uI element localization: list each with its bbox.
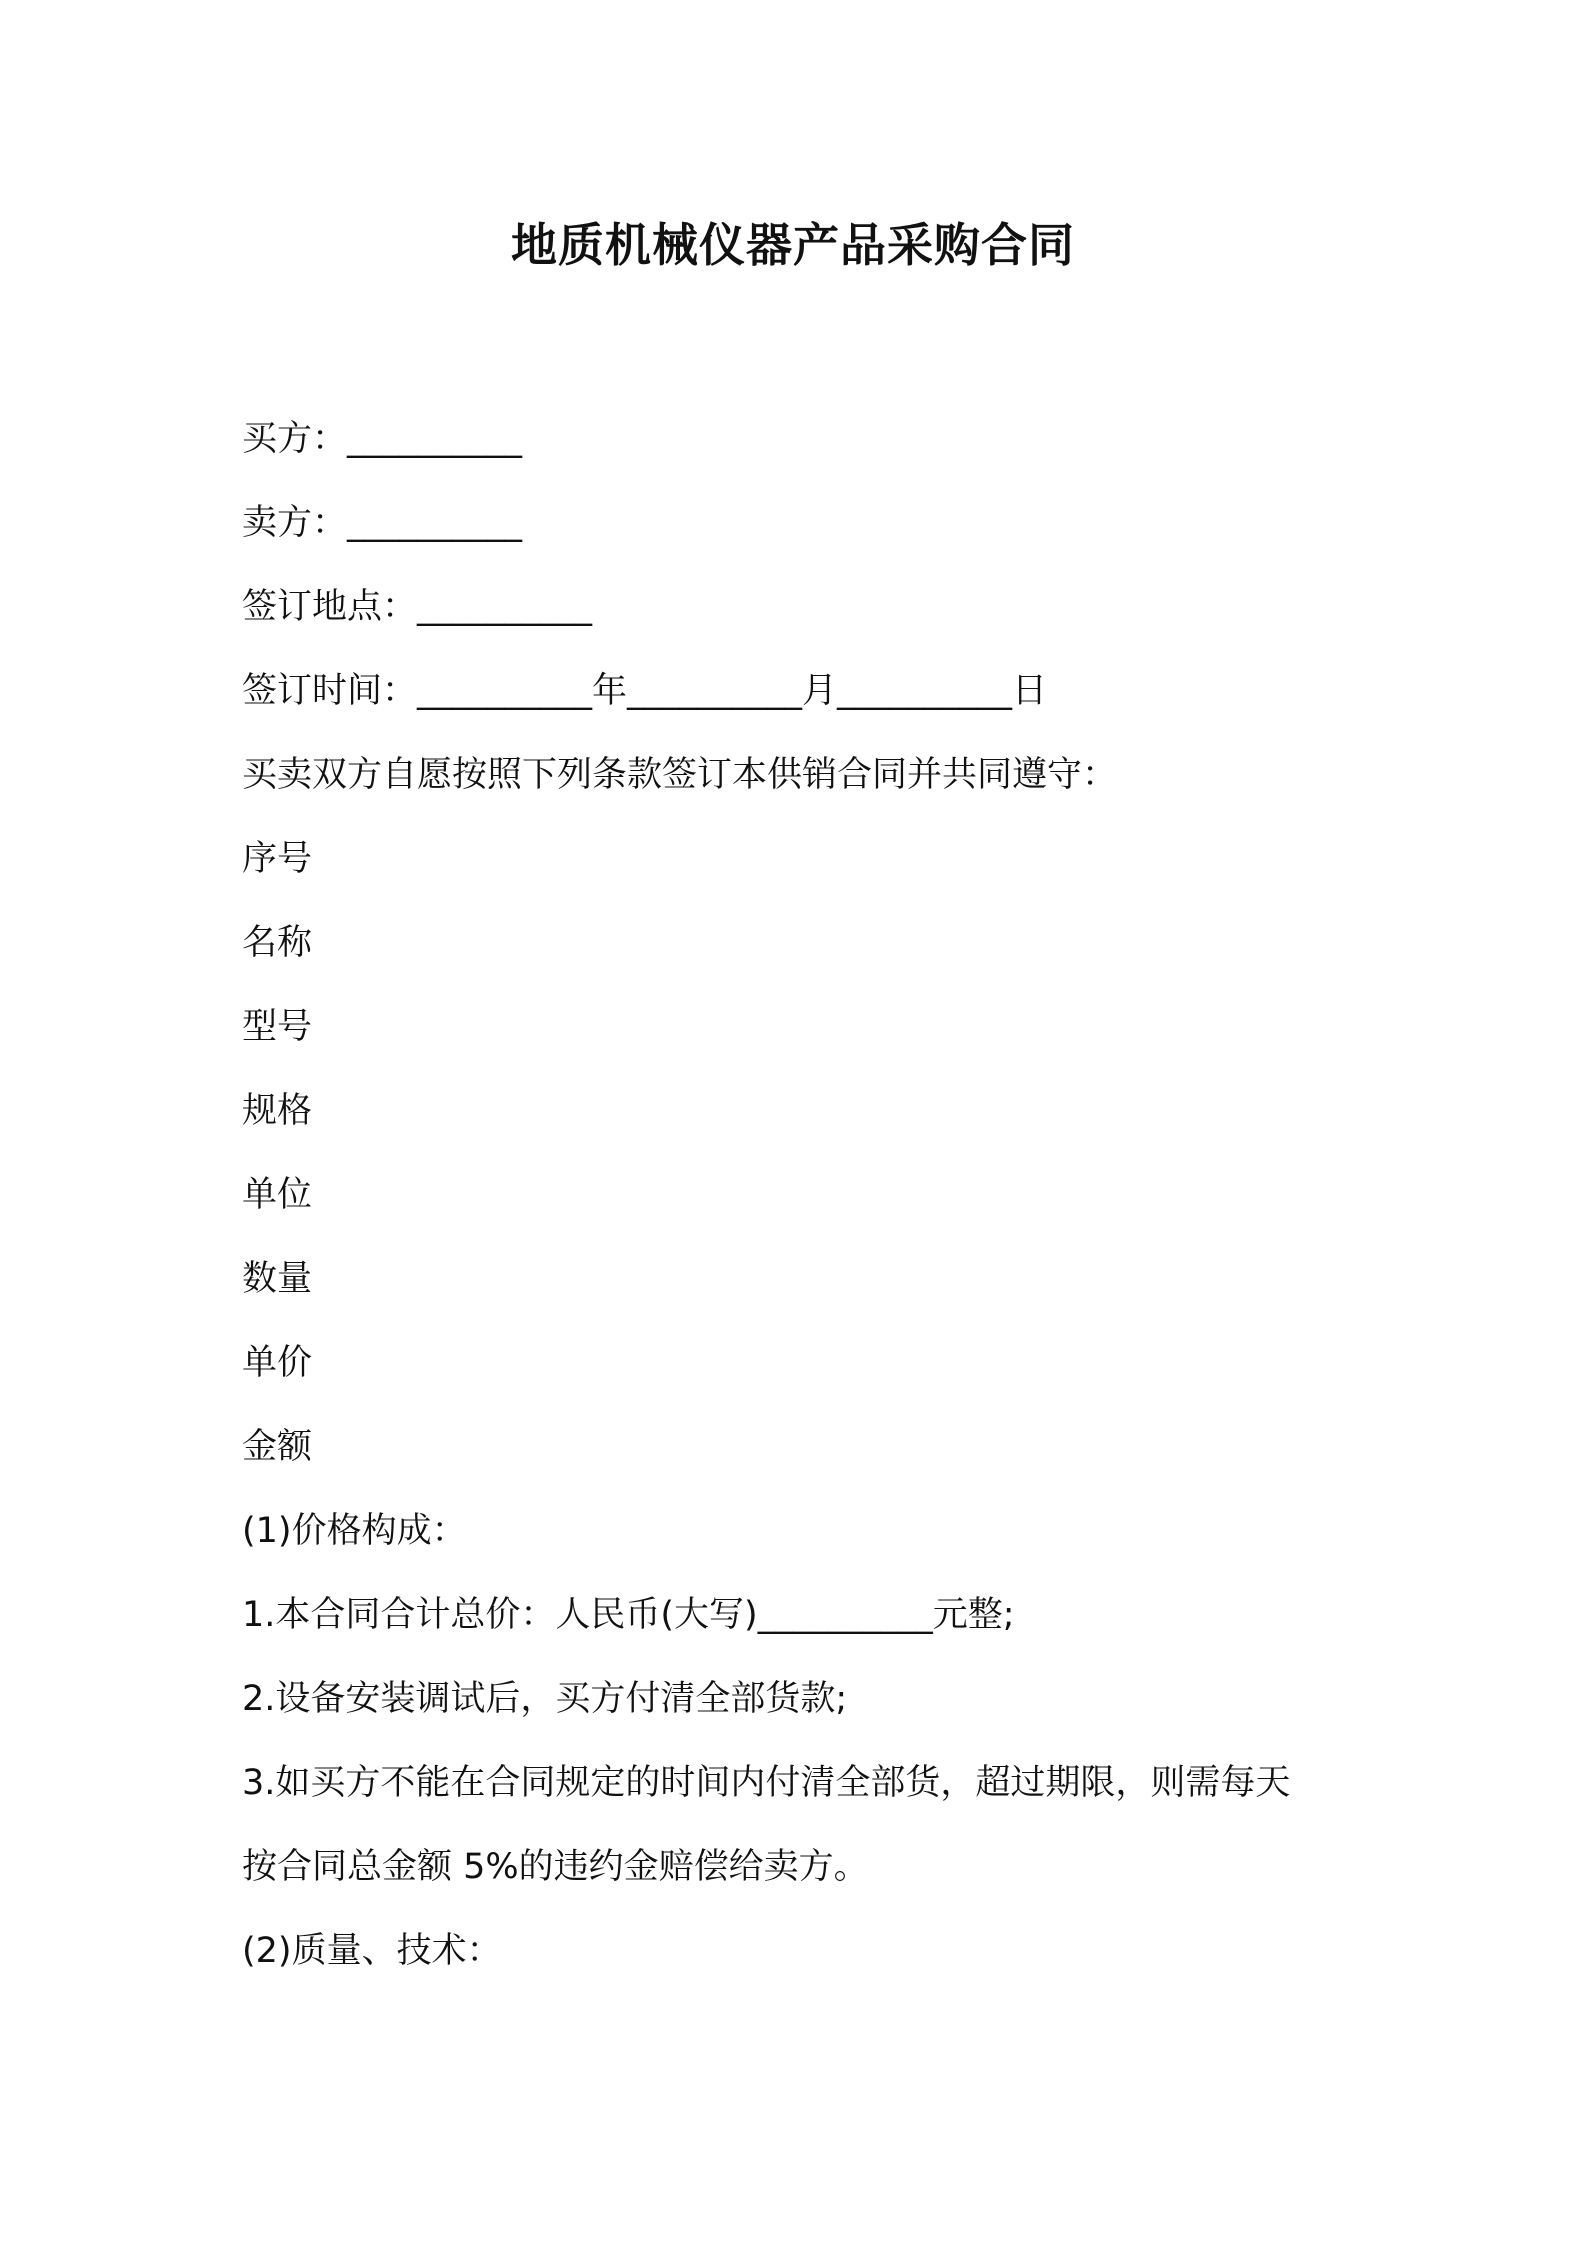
- document-title: 地质机械仪器产品采购合同: [511, 218, 1075, 272]
- field-specification: 规格: [242, 1091, 313, 1131]
- field-name: 名称: [242, 923, 313, 963]
- field-quantity: 数量: [242, 1259, 313, 1299]
- price-clause-3-continued: 按合同总金额 5%的违约金赔偿给卖方。: [242, 1847, 869, 1887]
- document-body: [242, 413, 1362, 2009]
- section-quality-heading: (2)质量、技术：: [242, 1931, 502, 1971]
- field-model: 型号: [242, 1007, 313, 1047]
- seller-line: 卖方：__________: [242, 503, 523, 543]
- buyer-line: 买方：__________: [242, 419, 523, 459]
- field-unit: 单位: [242, 1175, 313, 1215]
- price-clause-2: 2.设备安装调试后，买方付清全部货款;: [242, 1679, 848, 1719]
- price-clause-1: 1.本合同合计总价：人民币(大写)__________元整;: [242, 1595, 1015, 1635]
- price-clause-3: 3.如买方不能在合同规定的时间内付清全部货，超过期限，则需每天: [242, 1763, 1291, 1803]
- signing-date-line: 签订时间：__________年__________月__________日: [242, 671, 1048, 711]
- field-unit-price: 单价: [242, 1343, 313, 1383]
- field-serial-number: 序号: [242, 839, 313, 879]
- signing-place-line: 签订地点：__________: [242, 587, 593, 627]
- section-price-heading: (1)价格构成：: [242, 1511, 467, 1551]
- field-amount: 金额: [242, 1427, 313, 1467]
- agreement-intro-line: 买卖双方自愿按照下列条款签订本供销合同并共同遵守：: [242, 755, 1118, 795]
